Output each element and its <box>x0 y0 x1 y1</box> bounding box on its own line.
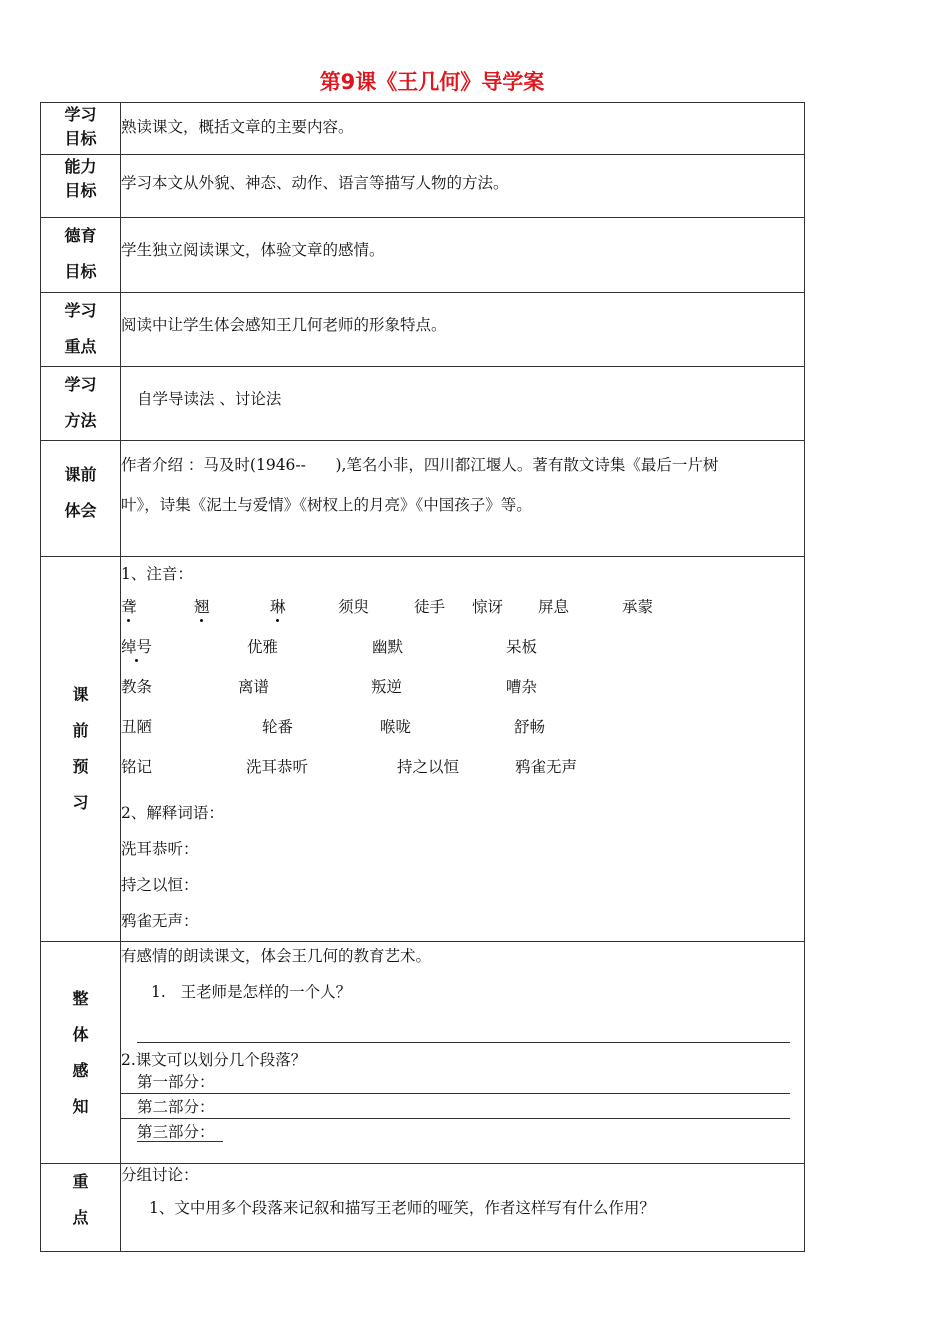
vocab-term: 鸦雀无声： <box>121 912 199 930</box>
word-item <box>515 755 577 777</box>
word: 惊讶 <box>472 598 504 616</box>
pinyin-row <box>121 595 804 635</box>
content-ability-goal <box>121 155 805 218</box>
word: 丑陋 <box>121 718 153 736</box>
word: 须臾 <box>338 598 370 616</box>
content-moral-goal <box>121 218 805 293</box>
word: 教条 <box>121 678 153 696</box>
row-learning-focus <box>41 293 805 367</box>
word-item <box>371 675 506 697</box>
label-line: 目标 <box>64 181 97 200</box>
label-line: 目标 <box>64 129 97 148</box>
word-item <box>247 635 372 657</box>
word-item <box>246 755 397 777</box>
part-line: 第三部分： <box>137 1123 223 1142</box>
author-intro-line: 作者介绍 ：马及时(1946-- ),笔名小非，四川都江堰人。著有散文诗集《最后一片树 <box>121 456 719 474</box>
content-overall-perception <box>121 942 805 1164</box>
word: 绰号 <box>121 635 152 657</box>
content-learning-focus <box>121 293 805 367</box>
label-overall-perception <box>41 942 121 1164</box>
word-item <box>121 675 238 697</box>
word: 优雅 <box>247 638 279 656</box>
vocab-term: 洗耳恭听： <box>121 840 199 858</box>
label-line: 方法 <box>64 411 97 430</box>
word: 叛逆 <box>371 678 403 696</box>
label-line: 能力 <box>64 157 97 176</box>
word-item <box>270 595 338 617</box>
word-item <box>397 755 515 777</box>
page-title: 第9课《王几何》导学案 <box>319 70 545 94</box>
row-moral-goal <box>41 218 805 293</box>
word-item <box>121 595 194 617</box>
label-line: 前 <box>72 721 89 740</box>
label-learning-goal <box>41 103 121 155</box>
label-line: 学习 <box>64 105 97 124</box>
row-learning-method <box>41 367 805 441</box>
label-preview <box>41 557 121 942</box>
label-line: 学习 <box>64 375 97 394</box>
answer-line <box>137 1004 790 1043</box>
word: 聋 <box>121 595 137 617</box>
word-item <box>514 715 545 737</box>
label-line: 德育 <box>64 226 97 245</box>
key-intro: 分组讨论： <box>121 1166 199 1184</box>
word-item <box>506 635 537 657</box>
key-question-1: 1、文中用多个段落来记叙和描写王老师的哑笑，作者这样写有什么作用？ <box>149 1199 655 1217</box>
overall-question-1: 1. 王老师是怎样的一个人？ <box>151 983 352 1001</box>
word-item <box>506 675 537 697</box>
row-key-points <box>41 1164 805 1252</box>
overall-question-2: 2.课文可以划分几个段落？ <box>121 1051 307 1069</box>
pinyin-heading: 1、注音： <box>121 565 193 583</box>
pinyin-row <box>121 635 804 675</box>
word: 屏息 <box>538 598 570 616</box>
label-pre-class-insight <box>41 441 121 557</box>
content-learning-goal <box>121 103 805 155</box>
label-key-points <box>41 1164 121 1252</box>
overall-intro: 有感情的朗读课文，体会王几何的教育艺术。 <box>121 947 432 965</box>
word-item <box>262 715 380 737</box>
pinyin-row <box>121 715 804 755</box>
row-preview <box>41 557 805 942</box>
word-item <box>238 675 371 697</box>
word-item <box>121 715 262 737</box>
label-line: 重 <box>72 1172 89 1191</box>
label-moral-goal <box>41 218 121 293</box>
row-pre-class-insight <box>41 441 805 557</box>
word-item <box>121 635 247 657</box>
content-preview <box>121 557 805 942</box>
word-item <box>372 635 506 657</box>
goal-text: 熟读课文，概括文章的主要内容。 <box>121 118 354 136</box>
word-item <box>338 595 414 617</box>
content-pre-class-insight <box>121 441 805 557</box>
moral-text: 学生独立阅读课文，体验文章的感情。 <box>121 241 385 259</box>
row-overall-perception <box>41 942 805 1164</box>
word: 徒手 <box>414 598 446 616</box>
lesson-plan-table <box>40 102 805 1252</box>
label-line: 课 <box>72 685 89 704</box>
word: 喉咙 <box>380 718 412 736</box>
word-item <box>414 595 472 617</box>
label-line: 预 <box>72 757 89 776</box>
word: 洗耳恭听 <box>246 758 309 776</box>
label-line: 体 <box>72 1024 89 1044</box>
word: 呆板 <box>506 638 538 656</box>
vocab-term: 持之以恒： <box>121 876 199 894</box>
content-key-points <box>121 1164 805 1252</box>
word: 幽默 <box>372 638 404 656</box>
word: 翘 <box>194 595 210 617</box>
content-learning-method <box>121 367 805 441</box>
method-text: 自学导读法 、讨论法 <box>137 390 282 408</box>
ability-text: 学习本文从外貌、神态、动作、语言等描写人物的方法。 <box>121 174 509 192</box>
pinyin-row <box>121 755 804 795</box>
word: 舒畅 <box>514 718 546 736</box>
label-ability-goal <box>41 155 121 218</box>
label-line: 知 <box>72 1096 89 1116</box>
word: 铭记 <box>121 758 153 776</box>
vocab-heading: 2、解释词语： <box>121 804 224 822</box>
label-line: 感 <box>72 1060 89 1080</box>
label-line: 点 <box>72 1208 89 1227</box>
label-learning-method <box>41 367 121 441</box>
word-item <box>121 755 246 777</box>
focus-text: 阅读中让学生体会感知王几何老师的形象特点。 <box>121 316 447 334</box>
word: 轮番 <box>262 718 294 736</box>
label-line: 习 <box>72 793 89 812</box>
word-item <box>538 595 622 617</box>
label-line: 目标 <box>64 262 97 281</box>
word-item <box>194 595 270 617</box>
word: 持之以恒 <box>397 758 460 776</box>
label-line: 课前 <box>64 465 97 484</box>
label-learning-focus <box>41 293 121 367</box>
word-item <box>380 715 514 737</box>
word: 离谱 <box>238 678 270 696</box>
word: 鸦雀无声 <box>515 758 578 776</box>
word: 嘈杂 <box>506 678 538 696</box>
pinyin-row <box>121 675 804 715</box>
part-line: 第二部分： <box>121 1096 790 1119</box>
author-works-line: 叶》，诗集《泥土与爱情》《树杈上的月亮》《中国孩子》等。 <box>121 496 532 514</box>
word-item <box>472 595 538 617</box>
label-line: 体会 <box>64 501 97 520</box>
row-ability-goal <box>41 155 805 218</box>
word-item <box>622 595 653 617</box>
word: 琳 <box>270 595 286 617</box>
label-line: 学习 <box>64 301 97 320</box>
word: 承蒙 <box>622 598 654 616</box>
label-line: 整 <box>72 988 89 1008</box>
part-line: 第一部分： <box>121 1071 790 1094</box>
row-learning-goal <box>41 103 805 155</box>
label-line: 重点 <box>64 337 97 356</box>
